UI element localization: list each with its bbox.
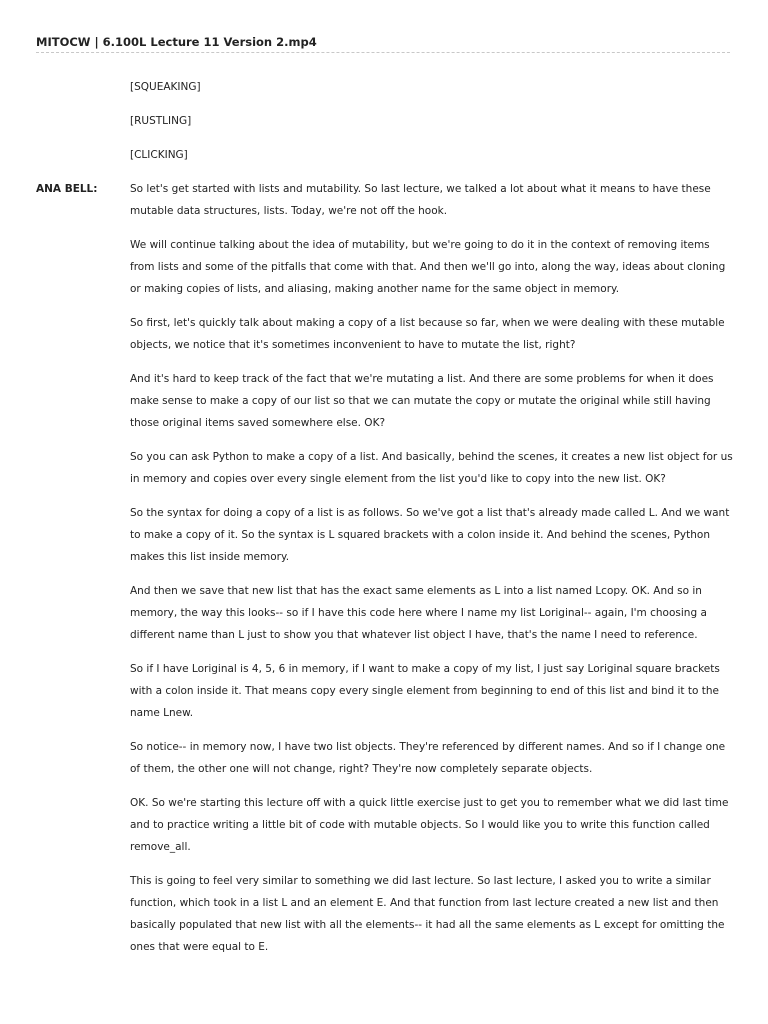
transcript-paragraph: So notice-- in memory now, I have two list objects. They're referenced by different names. And so if I change one of them, the other one will not change, right? They're now completely separate objects. bbox=[130, 741, 726, 775]
transcript-paragraph: And then we save that new list that has the exact same elements as L into a list named Lcopy. OK. And so in memory, the way this looks-- so if I have this code here where I name my list Loriginal-- again, I'm choosing a different name than L just to show you that whatever list object I have, that's the name I need to reference. bbox=[130, 585, 707, 641]
transcript-body bbox=[0, 76, 768, 970]
document-title: MITOCW | 6.100L Lecture 11 Version 2.mp4 bbox=[36, 35, 317, 49]
document-header bbox=[36, 34, 730, 53]
transcript-paragraph: So the syntax for doing a copy of a list is as follows. So we've got a list that's already made called L. And we want to make a copy of it. So the syntax is L squared brackets with a colon inside it. And behind the scenes, Python makes this list inside memory. bbox=[130, 507, 730, 563]
transcript-paragraph: So let's get started with lists and mutability. So last lecture, we talked a lot about what it means to have these mutable data structures, lists. Today, we're not off the hook. bbox=[130, 183, 711, 217]
transcript-paragraph: So if I have Loriginal is 4, 5, 6 in memory, if I want to make a copy of my list, I just say Loriginal square brackets with a colon inside it. That means copy every single element from beginning to end of this list and bind it to the name Lnew. bbox=[130, 663, 720, 719]
transcript-paragraph: And it's hard to keep track of the fact that we're mutating a list. And there are some problems for when it does make sense to make a copy of our list so that we can mutate the copy or mutate the original while still having those original items saved somewhere else. OK? bbox=[130, 373, 714, 429]
speaker-block bbox=[0, 178, 768, 958]
transcript-paragraph: So you can ask Python to make a copy of a list. And basically, behind the scenes, it creates a new list object for us in memory and copies over every single element from the list you'd like to copy into the new list. OK? bbox=[130, 451, 733, 485]
sound-cue: [SQUEAKING] bbox=[130, 81, 201, 93]
transcript-paragraph: We will continue talking about the idea of mutability, but we're going to do it in the context of removing items from lists and some of the pitfalls that come with that. And then we'll go into, along the way, ideas about cloning or making copies of lists, and aliasing, making another name for the same object in memory. bbox=[130, 239, 726, 295]
sound-cue: [RUSTLING] bbox=[130, 115, 192, 127]
sound-cue: [CLICKING] bbox=[130, 149, 188, 161]
speaker-name: ANA BELL: bbox=[36, 183, 98, 195]
transcript-paragraph: OK. So we're starting this lecture off with a quick little exercise just to get you to remember what we did last time and to practice writing a little bit of code with mutable objects. So I would like you to write this function called remove_all. bbox=[130, 797, 729, 853]
transcript-paragraph: So first, let's quickly talk about making a copy of a list because so far, when we were dealing with these mutable objects, we notice that it's sometimes inconvenient to have to mutate the list, right? bbox=[130, 317, 725, 351]
transcript-paragraph: This is going to feel very similar to something we did last lecture. So last lecture, I asked you to write a similar function, which took in a list L and an element E. And that function from last lecture created a new list and then basically populated that new list with all the elements-- it had all the same elements as L except for omitting the ones that were equal to E. bbox=[130, 875, 725, 953]
